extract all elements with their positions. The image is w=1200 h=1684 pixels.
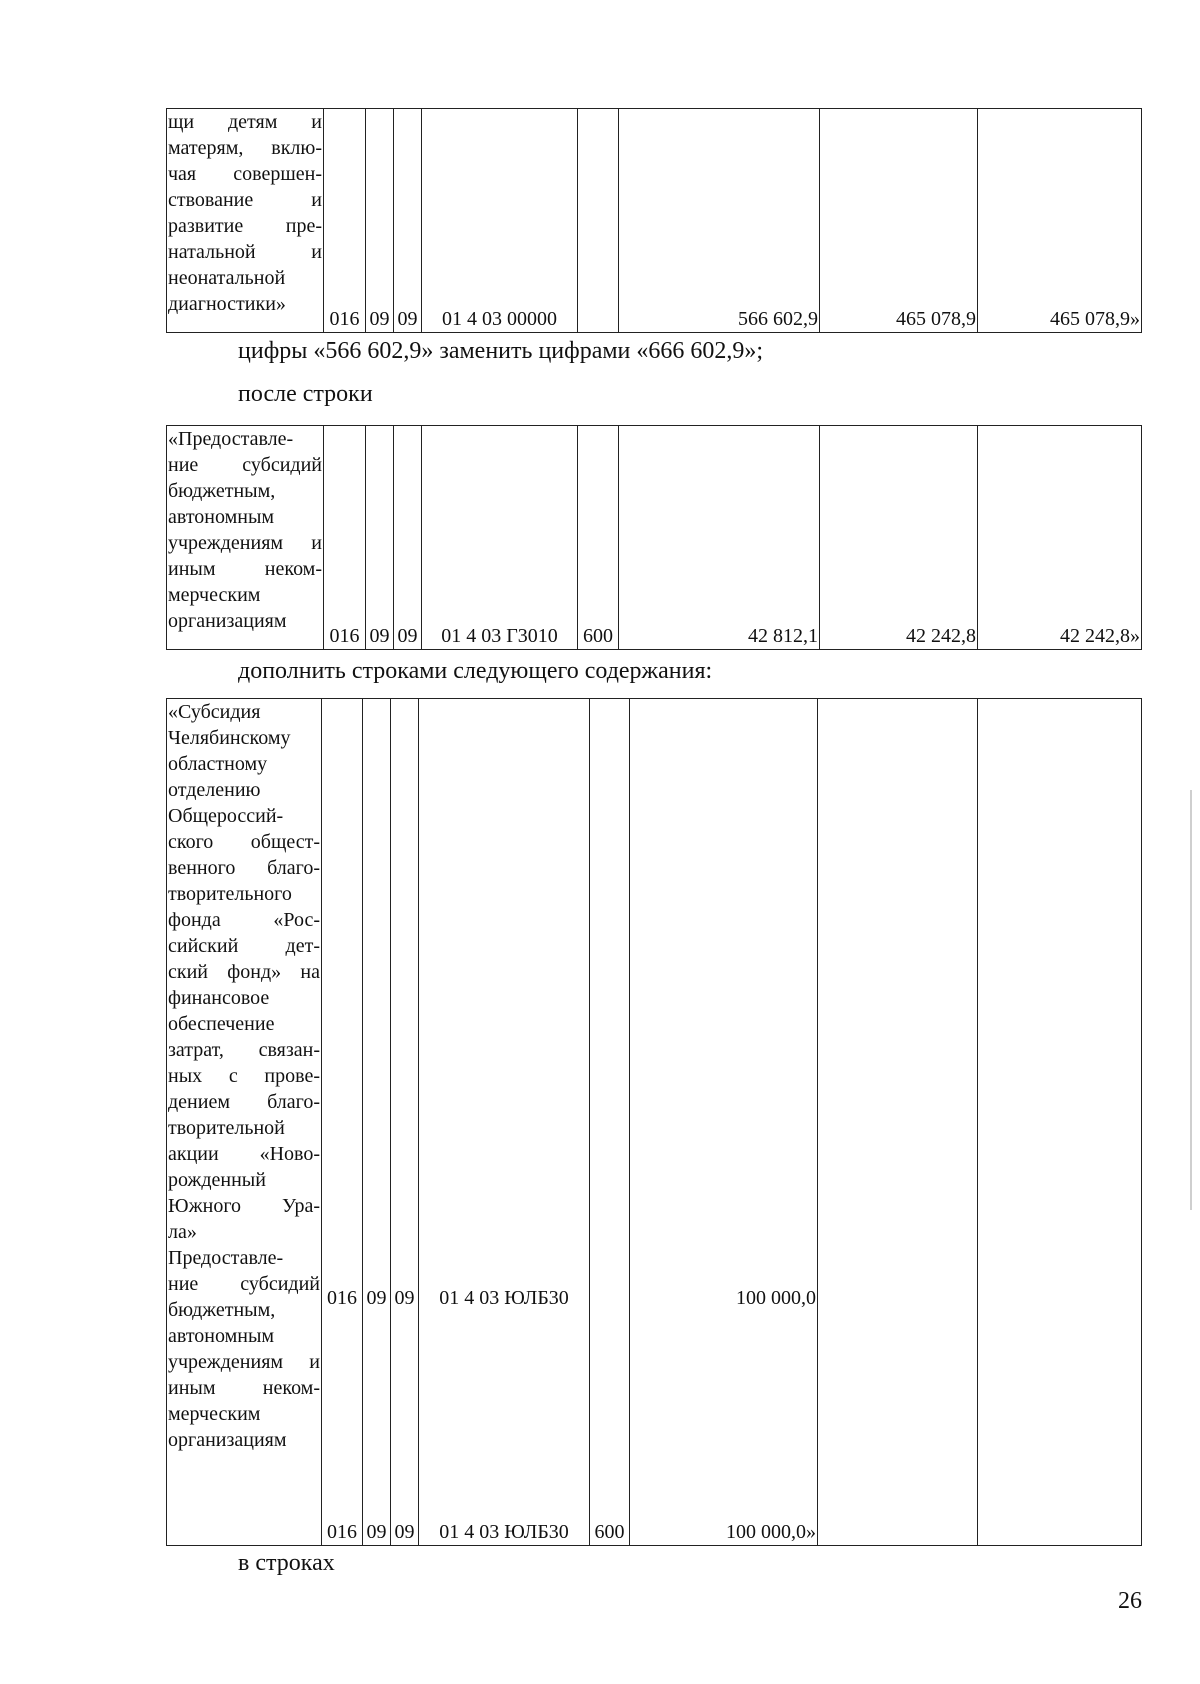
name-line: творительного (168, 883, 292, 905)
code-rz-2: 09 (366, 1521, 387, 1543)
code-gp-cell: 016 (324, 426, 366, 650)
code-rz-1: 09 (366, 1287, 387, 1309)
name-line: венного благо- (168, 857, 320, 879)
name-line: Челябинскому (168, 727, 291, 749)
value-year3-cell (978, 699, 1142, 1546)
name-line: финансовое (168, 987, 270, 1009)
name-line: учреждениям и (168, 532, 322, 554)
code-pr-1: 09 (394, 1287, 415, 1309)
name-line: сийский дет- (168, 935, 320, 957)
budget-table-2 (166, 425, 1142, 650)
value-year1-cell (630, 699, 818, 1546)
name-line: «Субсидия (168, 701, 261, 723)
name-line: организациям (168, 610, 287, 632)
code-vr-1 (590, 1285, 629, 1311)
value-year1-2: 100 000,0» (726, 1521, 816, 1543)
name-line: Общероссий- (168, 805, 284, 827)
name-line: Южного Ура- (168, 1195, 320, 1217)
value-year3-cell: 42 242,8» (978, 426, 1142, 650)
name-line: ла» (168, 1221, 197, 1243)
name-line: бюджетным, (168, 1299, 276, 1321)
name-line: ние субсидий (168, 1273, 320, 1295)
name-line: иным неком- (168, 1377, 320, 1399)
table-row (167, 109, 1142, 333)
name-line: развитие пре- (168, 215, 322, 237)
name-line: мерческим (168, 584, 261, 606)
code-vr-cell (578, 109, 619, 333)
value-year2-cell (818, 699, 978, 1546)
name-line: ского общест- (168, 831, 320, 853)
row-name-text (168, 109, 322, 317)
row-name-text (168, 699, 320, 1245)
name-line: обеспечение (168, 1013, 275, 1035)
name-line: бюджетным, (168, 480, 276, 502)
name-line: неонатальной (168, 267, 286, 289)
table-row (167, 699, 1142, 1546)
code-gp-1: 016 (327, 1287, 357, 1309)
code-pr-cell: 09 (394, 109, 422, 333)
instruction-after-row: после строки (238, 381, 373, 407)
code-pr-cell (391, 699, 419, 1546)
name-line: ных с прове- (168, 1065, 320, 1087)
code-vr-cell (590, 699, 630, 1546)
name-line: автономным (168, 506, 275, 528)
value-year1-1: 100 000,0 (736, 1287, 816, 1309)
code-rz-cell: 09 (366, 426, 394, 650)
code-gp-2: 016 (327, 1521, 357, 1543)
code-vr-cell: 600 (578, 426, 619, 650)
value-year1-cell: 42 812,1 (619, 426, 820, 650)
code-pr-cell: 09 (394, 426, 422, 650)
name-line: иным неком- (168, 558, 322, 580)
name-line: матерям, вклю- (168, 137, 322, 159)
row-name-cell (167, 426, 324, 650)
name-line: мерческим (168, 1403, 261, 1425)
code-gp-cell (322, 699, 363, 1546)
code-csr-2: 01 4 03 ЮЛБ30 (439, 1521, 569, 1543)
code-csr-cell (419, 699, 590, 1546)
row-name-text-2 (168, 1245, 320, 1453)
name-line: натальной и (168, 241, 322, 263)
name-line: затрат, связан- (168, 1039, 320, 1061)
name-line: творительной (168, 1117, 285, 1139)
name-line: диагностики» (168, 293, 286, 315)
row-name-cell (167, 109, 324, 333)
name-line: отделению (168, 779, 261, 801)
value-year1-cell: 566 602,9 (619, 109, 820, 333)
instruction-in-rows: в строках (238, 1550, 335, 1576)
name-line: акции «Ново- (168, 1143, 320, 1165)
instruction-replace: цифры «566 602,9» заменить цифрами «666 602,9»; (238, 338, 764, 364)
name-line: щи детям и (168, 111, 322, 133)
name-line: Предоставле- (168, 1247, 284, 1269)
name-line: областному (168, 753, 268, 775)
budget-table-1 (166, 108, 1142, 333)
value-year3-cell: 465 078,9» (978, 109, 1142, 333)
scan-edge-line (1190, 790, 1192, 1210)
name-line: ние субсидий (168, 454, 322, 476)
name-line: дением благо- (168, 1091, 320, 1113)
row-name-cell (167, 699, 322, 1546)
code-vr-2: 600 (594, 1521, 625, 1543)
code-rz-cell: 09 (366, 109, 394, 333)
name-line: рожденный (168, 1169, 266, 1191)
name-line: автономным (168, 1325, 275, 1347)
code-csr-cell: 01 4 03 00000 (422, 109, 578, 333)
code-gp-cell: 016 (324, 109, 366, 333)
code-rz-cell (363, 699, 391, 1546)
row-name-text (168, 426, 322, 634)
value-year2-cell: 465 078,9 (820, 109, 978, 333)
instruction-append-rows: дополнить строками следующего содержания: (238, 658, 713, 684)
name-line: ский фонд» на (168, 961, 320, 983)
budget-table-3 (166, 698, 1142, 1546)
value-year2-cell: 42 242,8 (820, 426, 978, 650)
name-line: фонда «Рос- (168, 909, 320, 931)
name-line: организациям (168, 1429, 287, 1451)
name-line: чая совершен- (168, 163, 322, 185)
table-row (167, 426, 1142, 650)
code-csr-1: 01 4 03 ЮЛБ30 (439, 1287, 569, 1309)
name-line: учреждениям и (168, 1351, 320, 1373)
name-line: «Предоставле- (168, 428, 294, 450)
code-csr-cell: 01 4 03 Г3010 (422, 426, 578, 650)
page-number: 26 (1118, 1588, 1142, 1614)
name-line: ствование и (168, 189, 322, 211)
code-pr-2: 09 (394, 1521, 415, 1543)
